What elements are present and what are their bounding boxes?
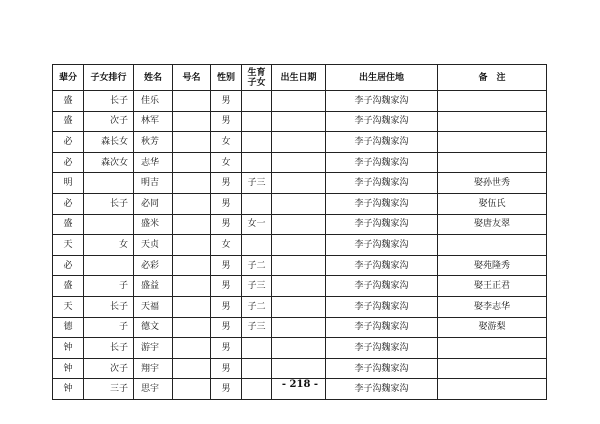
cell-generation: 钟: [53, 358, 84, 379]
cell-name: 思宇: [134, 379, 173, 400]
header-gender: 性别: [211, 65, 242, 91]
table-row: [53, 255, 547, 276]
cell-children: [242, 91, 272, 112]
cell-birth-order: 长子: [84, 193, 134, 214]
cell-generation: 天: [53, 296, 84, 317]
cell-generation: 必: [53, 152, 84, 173]
cell-birth-order: [84, 255, 134, 276]
header-notes: 备 注: [438, 65, 547, 91]
cell-notes: [438, 235, 547, 256]
cell-generation: 必: [53, 255, 84, 276]
cell-courtesy-name: [173, 91, 211, 112]
cell-generation: 必: [53, 193, 84, 214]
cell-generation: 钟: [53, 379, 84, 400]
cell-generation: 德: [53, 317, 84, 338]
cell-gender: 女: [211, 132, 242, 153]
cell-name: 盛米: [134, 214, 173, 235]
cell-notes: [438, 152, 547, 173]
cell-birth-date: [272, 317, 326, 338]
cell-children: [242, 152, 272, 173]
cell-children: 子二: [242, 296, 272, 317]
cell-residence: 李子沟魏家沟: [326, 338, 438, 359]
cell-notes: [438, 91, 547, 112]
cell-children: 子三: [242, 173, 272, 194]
cell-courtesy-name: [173, 255, 211, 276]
cell-residence: 李子沟魏家沟: [326, 111, 438, 132]
table-row: [53, 173, 547, 194]
cell-notes: 娶孙世秀: [438, 173, 547, 194]
cell-birth-date: [272, 193, 326, 214]
cell-name: 明吉: [134, 173, 173, 194]
header-birth-date: 出生日期: [272, 65, 326, 91]
cell-birth-order: 长子: [84, 338, 134, 359]
cell-gender: 男: [211, 317, 242, 338]
cell-children: 子三: [242, 276, 272, 297]
cell-notes: 娶李志华: [438, 296, 547, 317]
cell-notes: 娶伍氏: [438, 193, 547, 214]
header-name: 姓名: [134, 65, 173, 91]
cell-notes: 娶唐友翠: [438, 214, 547, 235]
cell-birth-order: 女: [84, 235, 134, 256]
cell-residence: 李子沟魏家沟: [326, 173, 438, 194]
cell-notes: 娶苑隆秀: [438, 255, 547, 276]
cell-gender: 男: [211, 111, 242, 132]
cell-name: 翔宇: [134, 358, 173, 379]
cell-gender: 女: [211, 235, 242, 256]
cell-generation: 钟: [53, 338, 84, 359]
cell-courtesy-name: [173, 358, 211, 379]
table-body: [53, 91, 547, 400]
cell-birth-date: [272, 338, 326, 359]
header-row: [53, 65, 547, 91]
page-number: - 218 -: [281, 379, 319, 390]
cell-gender: 男: [211, 379, 242, 400]
cell-generation: 盛: [53, 214, 84, 235]
header-generation: 辈分: [53, 65, 84, 91]
cell-name: 林军: [134, 111, 173, 132]
cell-gender: 男: [211, 255, 242, 276]
cell-birth-date: [272, 214, 326, 235]
cell-notes: 娶王正君: [438, 276, 547, 297]
cell-name: 佳乐: [134, 91, 173, 112]
table-row: [53, 111, 547, 132]
cell-notes: [438, 358, 547, 379]
cell-residence: 李子沟魏家沟: [326, 276, 438, 297]
cell-residence: 李子沟魏家沟: [326, 379, 438, 400]
cell-name: 游宇: [134, 338, 173, 359]
cell-children: [242, 358, 272, 379]
cell-residence: 李子沟魏家沟: [326, 235, 438, 256]
cell-residence: 李子沟魏家沟: [326, 91, 438, 112]
cell-birth-order: [84, 173, 134, 194]
cell-courtesy-name: [173, 132, 211, 153]
cell-birth-date: [272, 235, 326, 256]
cell-courtesy-name: [173, 338, 211, 359]
cell-birth-date: [272, 296, 326, 317]
cell-residence: 李子沟魏家沟: [326, 358, 438, 379]
cell-residence: 李子沟魏家沟: [326, 296, 438, 317]
cell-gender: 男: [211, 276, 242, 297]
cell-gender: 男: [211, 358, 242, 379]
cell-residence: 李子沟魏家沟: [326, 193, 438, 214]
cell-generation: 明: [53, 173, 84, 194]
header-birth-order: 子女排行: [84, 65, 134, 91]
cell-courtesy-name: [173, 317, 211, 338]
cell-birth-date: [272, 132, 326, 153]
cell-courtesy-name: [173, 214, 211, 235]
cell-courtesy-name: [173, 235, 211, 256]
table-row: [53, 132, 547, 153]
table-row: [53, 152, 547, 173]
table-row: [53, 91, 547, 112]
cell-children: 子二: [242, 255, 272, 276]
cell-name: 德文: [134, 317, 173, 338]
cell-children: [242, 193, 272, 214]
cell-gender: 男: [211, 338, 242, 359]
cell-name: 必彩: [134, 255, 173, 276]
cell-name: 天福: [134, 296, 173, 317]
table-row: [53, 317, 547, 338]
cell-birth-date: [272, 173, 326, 194]
cell-children: 子三: [242, 317, 272, 338]
cell-birth-order: 森长女: [84, 132, 134, 153]
cell-children: [242, 111, 272, 132]
cell-name: 秋芳: [134, 132, 173, 153]
cell-birth-order: 次子: [84, 358, 134, 379]
cell-courtesy-name: [173, 152, 211, 173]
table-row: [53, 358, 547, 379]
cell-courtesy-name: [173, 173, 211, 194]
table-row: [53, 235, 547, 256]
cell-birth-order: [84, 214, 134, 235]
cell-residence: 李子沟魏家沟: [326, 152, 438, 173]
cell-generation: 盛: [53, 276, 84, 297]
table-row: [53, 276, 547, 297]
cell-children: [242, 235, 272, 256]
cell-birth-date: [272, 111, 326, 132]
cell-birth-order: 子: [84, 317, 134, 338]
cell-birth-date: [272, 276, 326, 297]
cell-notes: [438, 111, 547, 132]
cell-name: 必同: [134, 193, 173, 214]
cell-birth-order: 长子: [84, 91, 134, 112]
cell-children: [242, 338, 272, 359]
table-row: [53, 193, 547, 214]
table-row: [53, 338, 547, 359]
cell-birth-order: 三子: [84, 379, 134, 400]
header-children: 生育子女: [242, 65, 272, 91]
cell-residence: 李子沟魏家沟: [326, 132, 438, 153]
cell-courtesy-name: [173, 276, 211, 297]
cell-notes: [438, 338, 547, 359]
cell-gender: 男: [211, 214, 242, 235]
cell-children: 女一: [242, 214, 272, 235]
cell-gender: 女: [211, 152, 242, 173]
cell-residence: 李子沟魏家沟: [326, 255, 438, 276]
cell-gender: 男: [211, 296, 242, 317]
cell-generation: 天: [53, 235, 84, 256]
cell-generation: 必: [53, 132, 84, 153]
cell-courtesy-name: [173, 111, 211, 132]
cell-gender: 男: [211, 173, 242, 194]
cell-birth-date: [272, 152, 326, 173]
cell-gender: 男: [211, 91, 242, 112]
cell-notes: 娶游梨: [438, 317, 547, 338]
cell-residence: 李子沟魏家沟: [326, 214, 438, 235]
table-row: [53, 296, 547, 317]
cell-residence: 李子沟魏家沟: [326, 317, 438, 338]
cell-generation: 盛: [53, 91, 84, 112]
cell-name: 天贞: [134, 235, 173, 256]
cell-courtesy-name: [173, 193, 211, 214]
cell-name: 志华: [134, 152, 173, 173]
table-row: [53, 214, 547, 235]
cell-birth-order: 次子: [84, 111, 134, 132]
cell-name: 盛益: [134, 276, 173, 297]
genealogy-table: [52, 64, 547, 400]
cell-birth-date: [272, 255, 326, 276]
cell-children: [242, 132, 272, 153]
cell-birth-date: [272, 358, 326, 379]
cell-notes: [438, 132, 547, 153]
cell-birth-date: [272, 91, 326, 112]
cell-courtesy-name: [173, 296, 211, 317]
cell-birth-order: 森次女: [84, 152, 134, 173]
header-courtesy-name: 号名: [173, 65, 211, 91]
cell-birth-order: 长子: [84, 296, 134, 317]
cell-generation: 盛: [53, 111, 84, 132]
header-residence: 出生居住地: [326, 65, 438, 91]
cell-birth-order: 子: [84, 276, 134, 297]
cell-gender: 男: [211, 193, 242, 214]
